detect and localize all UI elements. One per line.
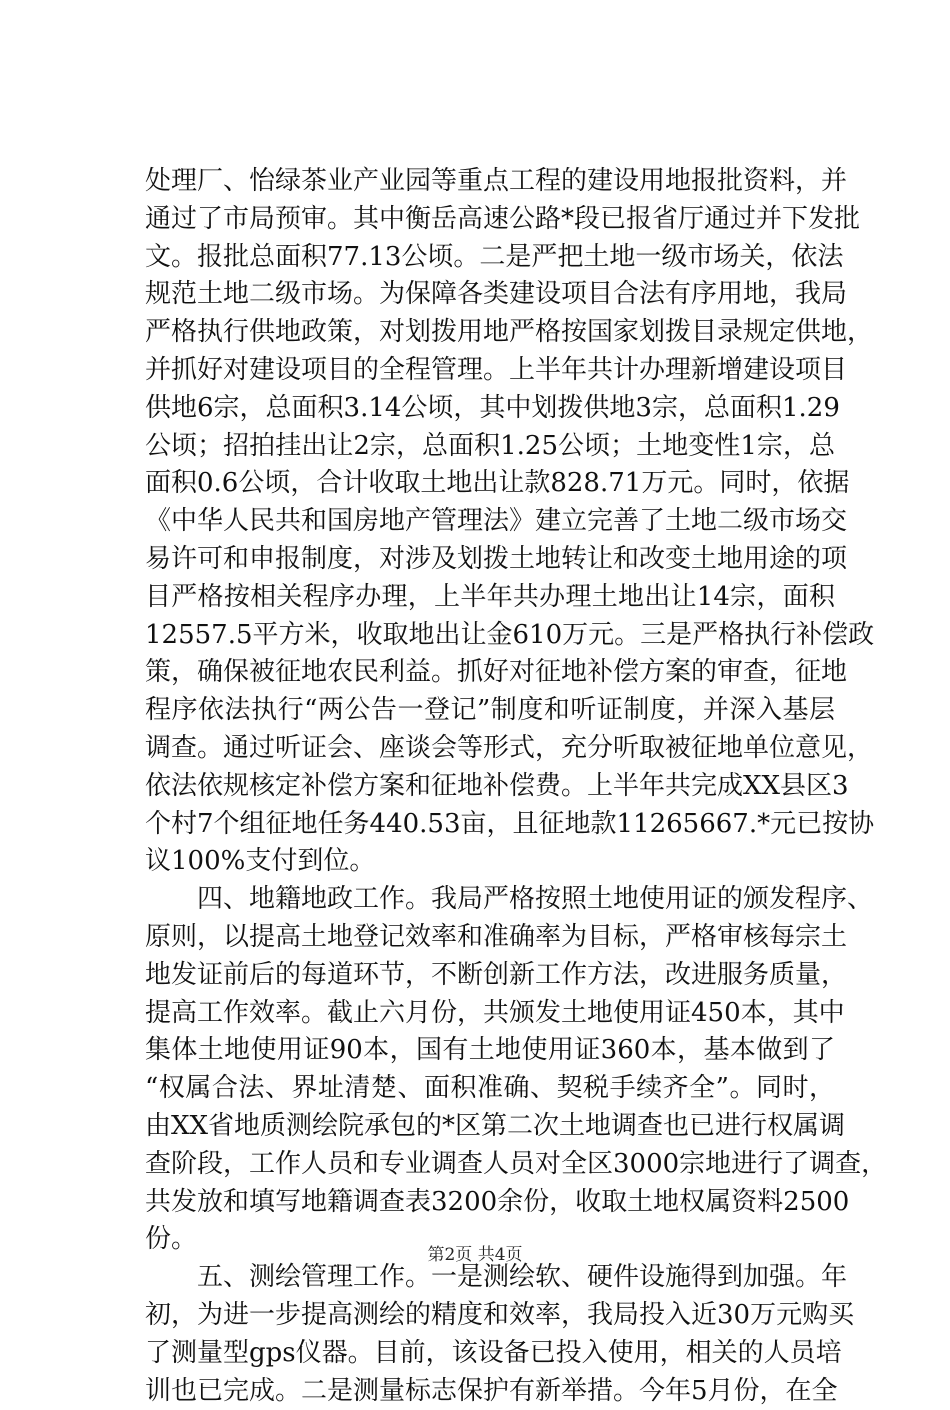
text-line: 处理厂、怡绿茶业产业园等重点工程的建设用地报批资料，并 bbox=[145, 163, 835, 201]
text-line: 程序依法执行“两公告一登记”制度和听证制度，并深入基层 bbox=[145, 692, 835, 730]
text-line: 公顷；招拍挂出让2宗，总面积1.25公顷；土地变性1宗，总 bbox=[145, 428, 835, 466]
document-body bbox=[145, 163, 835, 1410]
paragraph-start-line: 四、地籍地政工作。我局严格按照土地使用证的颁发程序、 bbox=[145, 881, 835, 919]
text-line: 份。 bbox=[145, 1221, 835, 1259]
text-line: 原则，以提高土地登记效率和准确率为目标，严格审核每宗土 bbox=[145, 919, 835, 957]
text-line: 由XX省地质测绘院承包的*区第二次土地调查也已进行权属调 bbox=[145, 1108, 835, 1146]
text-line: 规范土地二级市场。为保障各类建设项目合法有序用地，我局 bbox=[145, 276, 835, 314]
text-line: 《中华人民共和国房地产管理法》建立完善了土地二级市场交 bbox=[145, 503, 835, 541]
text-line: 易许可和申报制度，对涉及划拨土地转让和改变土地用途的项 bbox=[145, 541, 835, 579]
text-line: 严格执行供地政策，对划拨用地严格按国家划拨目录规定供地， bbox=[145, 314, 835, 352]
text-line: 调查。通过听证会、座谈会等形式，充分听取被征地单位意见， bbox=[145, 730, 835, 768]
page-number-footer: 第2页 共4页 bbox=[0, 1240, 950, 1265]
text-line: 策，确保被征地农民利益。抓好对征地补偿方案的审查，征地 bbox=[145, 654, 835, 692]
text-line: 并抓好对建设项目的全程管理。上半年共计办理新增建设项目 bbox=[145, 352, 835, 390]
text-line: 供地6宗，总面积3.14公顷，其中划拨供地3宗，总面积1.29 bbox=[145, 390, 835, 428]
text-line: 文。报批总面积77.13公顷。二是严把土地一级市场关，依法 bbox=[145, 239, 835, 277]
text-line: 地发证前后的每道环节，不断创新工作方法，改进服务质量， bbox=[145, 957, 835, 995]
text-line: 提高工作效率。截止六月份，共颁发土地使用证450本，其中 bbox=[145, 995, 835, 1033]
text-line: 训也已完成。二是测量标志保护有新举措。今年5月份，在全 bbox=[145, 1373, 835, 1410]
text-line: 目严格按相关程序办理，上半年共办理土地出让14宗，面积 bbox=[145, 579, 835, 617]
text-line: 查阶段，工作人员和专业调查人员对全区3000宗地进行了调查， bbox=[145, 1146, 835, 1184]
text-line: 面积0.6公顷，合计收取土地出让款828.71万元。同时，依据 bbox=[145, 465, 835, 503]
text-line: 集体土地使用证90本，国有土地使用证360本，基本做到了 bbox=[145, 1032, 835, 1070]
text-line: 共发放和填写地籍调查表3200余份，收取土地权属资料2500 bbox=[145, 1184, 835, 1222]
text-line: 议100%支付到位。 bbox=[145, 843, 835, 881]
text-line: 个村7个组征地任务440.53亩，且征地款11265667.*元已按协 bbox=[145, 806, 835, 844]
paragraph-start-line: 五、测绘管理工作。一是测绘软、硬件设施得到加强。年 bbox=[145, 1259, 835, 1297]
text-line: 初，为进一步提高测绘的精度和效率，我局投入近30万元购买 bbox=[145, 1297, 835, 1335]
text-line: 了测量型gps仪器。目前，该设备已投入使用，相关的人员培 bbox=[145, 1335, 835, 1373]
text-line: “权属合法、界址清楚、面积准确、契税手续齐全”。同时， bbox=[145, 1070, 835, 1108]
text-line: 12557.5平方米，收取地出让金610万元。三是严格执行补偿政 bbox=[145, 617, 835, 655]
text-line: 依法依规核定补偿方案和征地补偿费。上半年共完成XX县区3 bbox=[145, 768, 835, 806]
text-line: 通过了市局预审。其中衡岳高速公路*段已报省厅通过并下发批 bbox=[145, 201, 835, 239]
